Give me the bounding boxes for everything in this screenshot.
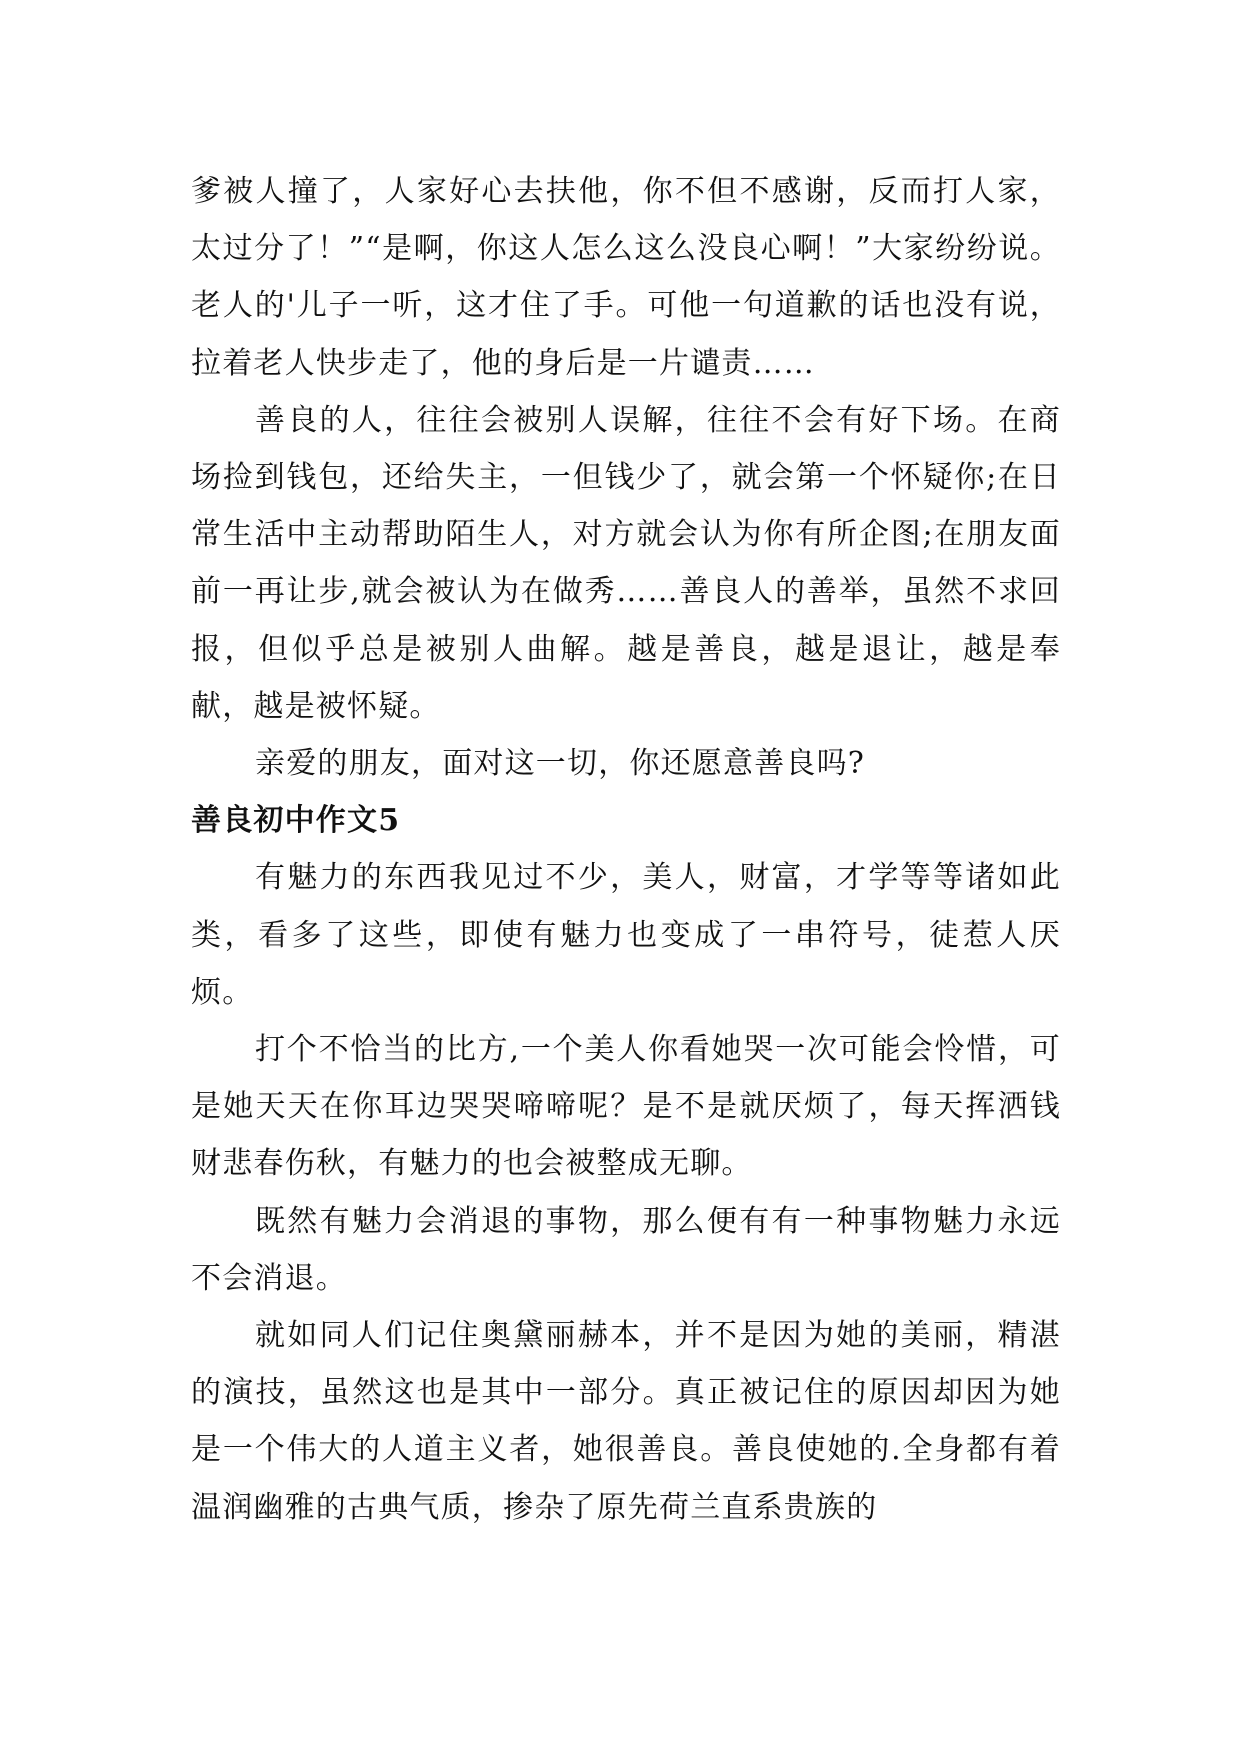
paragraph-question: 亲爱的朋友，面对这一切，你还愿意善良吗?: [255, 746, 866, 782]
section-heading: 善良初中作文5: [191, 803, 401, 839]
essay-body: [191, 163, 1061, 1536]
paragraph-charm: 有魅力的东西我见过不少，美人，财富，才学等等诸如此类，看多了这些，即使有魅力也变成了一串符号，徒惹人厌烦。: [191, 860, 1061, 1010]
paragraph-audrey-hepburn: 就如同人们记住奥黛丽赫本，并不是因为她的美丽，精湛的演技，虽然这也是其中一部分。真正被记住的原因却因为她是一个伟大的人道主义者，她很善良。善良使她的.全身都有着温润幽雅的古典气质，掺杂了原先荷兰直系贵族的: [191, 1318, 1061, 1525]
paragraph-continuation: 爹被人撞了，人家好心去扶他，你不但不感谢，反而打人家，太过分了！”“是啊，你这人怎么这么没良心啊！”大家纷纷说。老人的'儿子一听，这才住了手。可他一句道歉的话也没有说，拉着老人快步走了，他的身后是一片谴责……: [191, 174, 1061, 381]
paragraph-lasting-charm: 既然有魅力会消退的事物，那么便有有一种事物魅力永远不会消退。: [191, 1203, 1061, 1296]
paragraph-metaphor: 打个不恰当的比方,一个美人你看她哭一次可能会怜惜，可是她天天在你耳边哭哭啼啼呢？是不是就厌烦了，每天挥洒钱财悲春伤秋，有魅力的也会被整成无聊。: [191, 1032, 1061, 1182]
paragraph-kindness-misunderstood: 善良的人，往往会被别人误解，往往不会有好下场。在商场捡到钱包，还给失主，一但钱少了，就会第一个怀疑你;在日常生活中主动帮助陌生人，对方就会认为你有所企图;在朋友面前一再让步,就会被认为在做秀……善良人的善举，虽然不求回报，但似乎总是被别人曲解。越是善良，越是退让，越是奉献，越是被怀疑。: [191, 402, 1061, 724]
